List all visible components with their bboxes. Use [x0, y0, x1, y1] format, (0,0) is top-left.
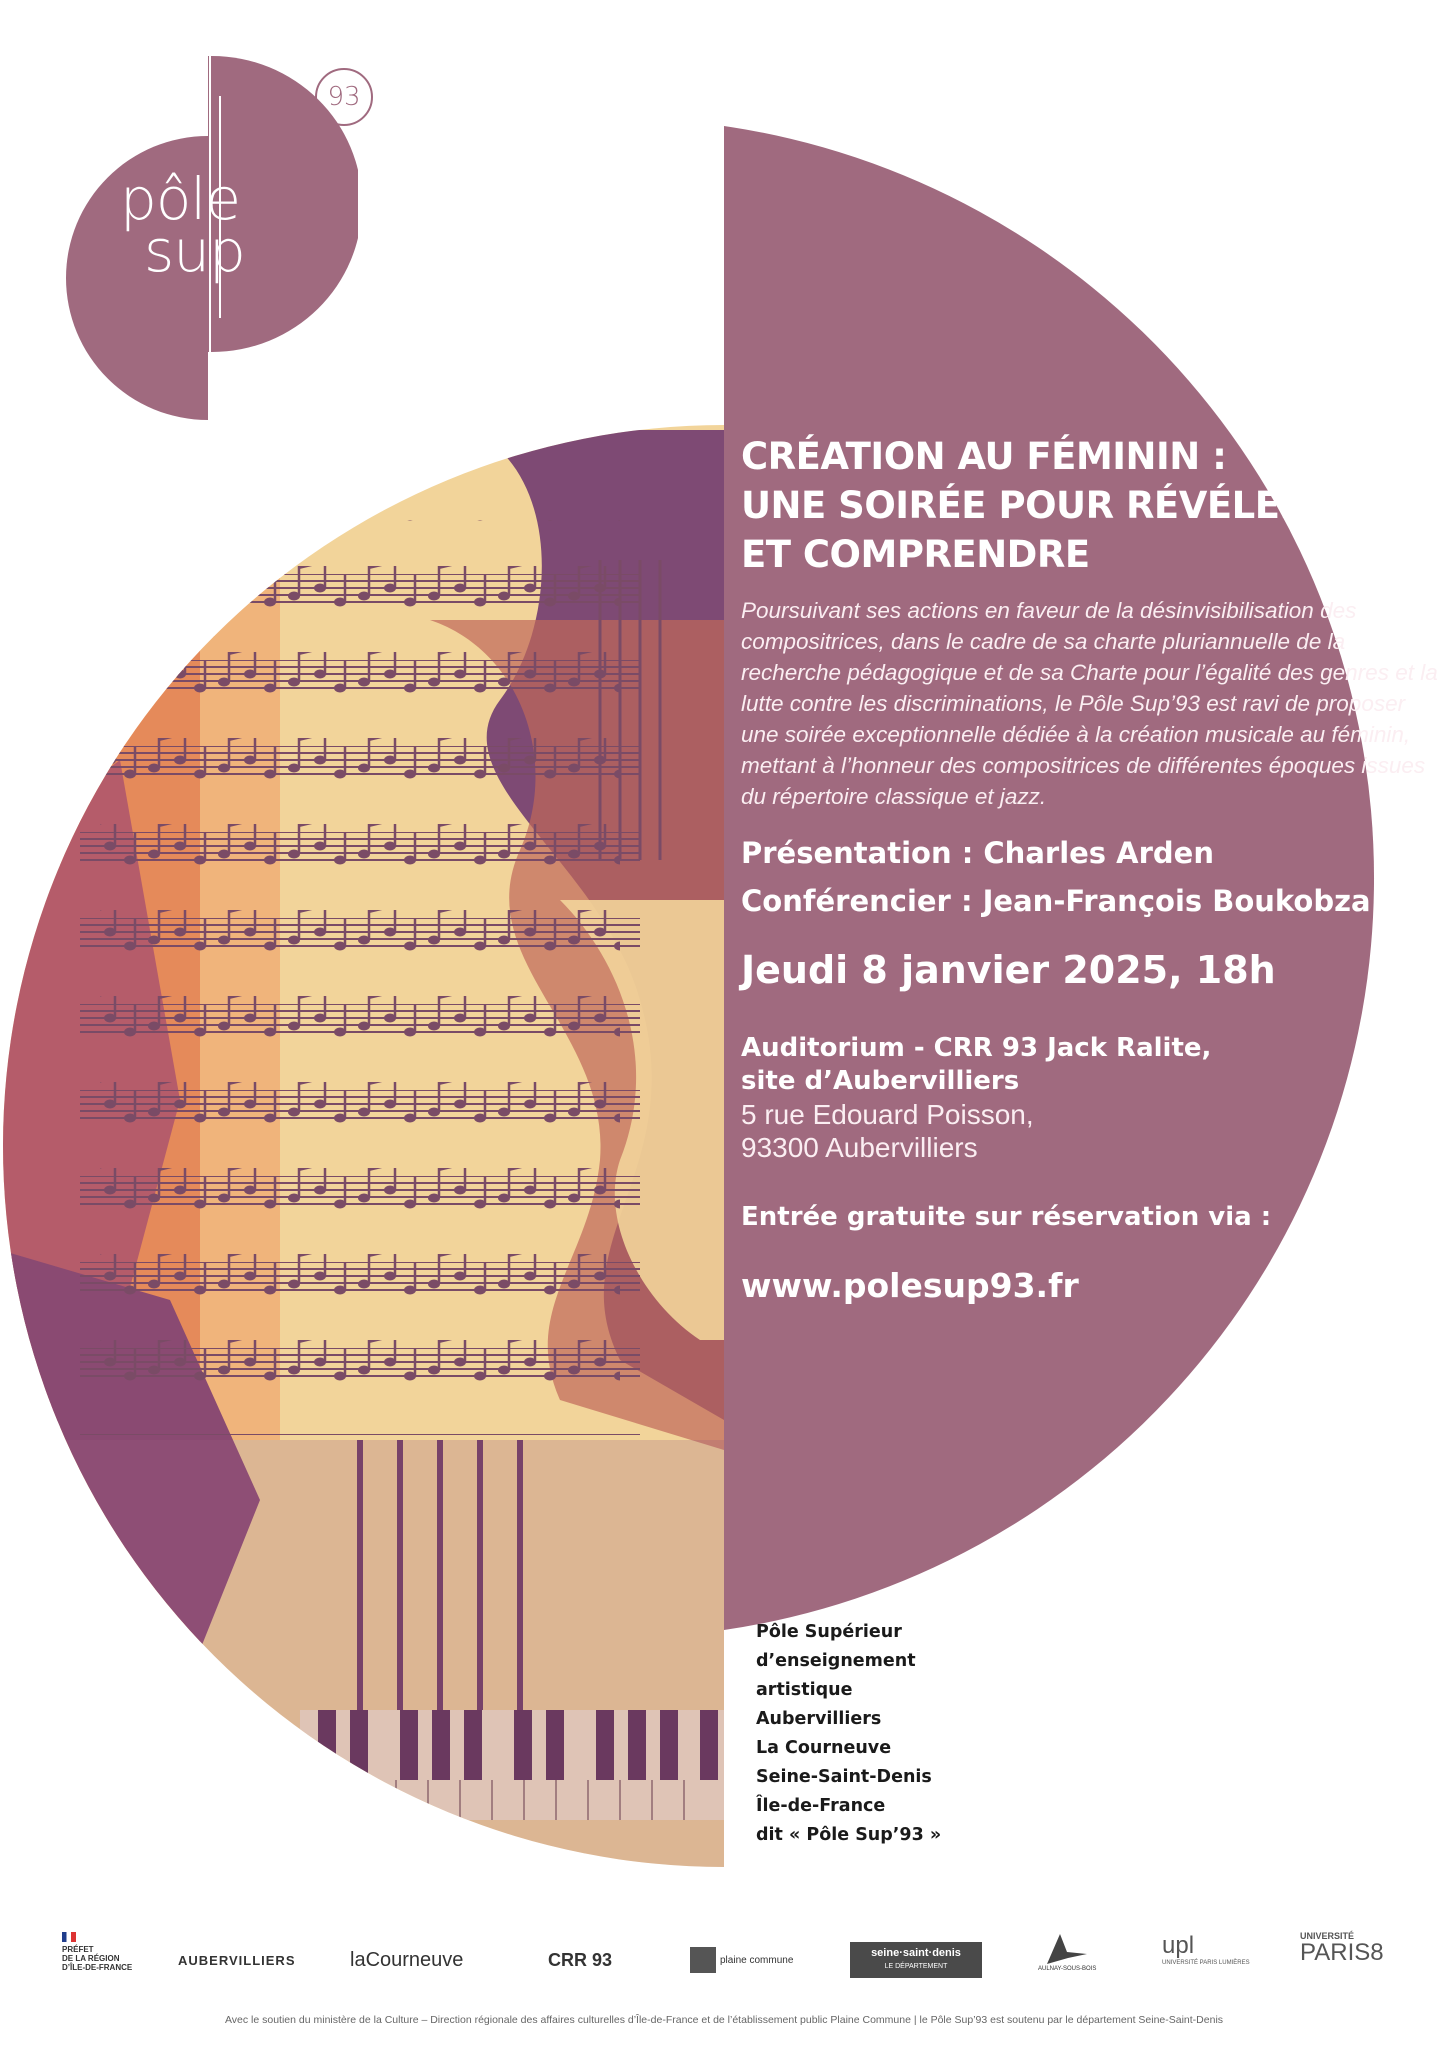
prefet-line-3: D’ÎLE-DE-FRANCE — [62, 1963, 133, 1972]
aulnay-logo — [1038, 1932, 1096, 1988]
address-line-2: 93300 Aubervilliers — [741, 1132, 978, 1163]
institution-block — [756, 1618, 1056, 1850]
institution-line: Aubervilliers — [756, 1709, 882, 1729]
institution-line: La Courneuve — [756, 1738, 892, 1758]
paris8-line-1: UNIVERSITÉ — [1300, 1931, 1355, 1941]
institution-line: Seine-Saint-Denis — [756, 1767, 932, 1787]
institution-line: Pôle Supérieur — [756, 1622, 902, 1642]
logo-pole-text: pôle — [120, 165, 241, 233]
seine-line-1: seine·saint·denis — [871, 1947, 961, 1959]
institution-line: Île-de-France — [756, 1796, 886, 1816]
aubervilliers-logo: AUBERVILLIERS — [178, 1952, 296, 1968]
title-line-3: ET COMPRENDRE — [741, 533, 1090, 576]
paris8-logo — [1300, 1932, 1384, 1988]
paris8-line-2: PARIS8 — [1300, 1939, 1384, 1966]
logo-93-badge: 93 — [315, 68, 373, 126]
upl-logo — [1162, 1932, 1250, 1988]
plaine-commune-text: plaine commune — [720, 1954, 794, 1966]
venue-name — [741, 1032, 1421, 1098]
courneuve-logo: laCourneuve — [350, 1948, 464, 1971]
plaine-commune-logo — [690, 1932, 793, 1988]
prefet-logo — [62, 1932, 132, 1988]
title-line-2: UNE SOIRÉE POUR RÉVÉLER — [741, 484, 1308, 527]
event-title — [741, 432, 1421, 579]
institution-line: dit « Pôle Sup’93 » — [756, 1825, 942, 1845]
reservation-link[interactable]: www.polesup93.fr — [741, 1266, 1079, 1305]
institution-line: d’enseignement — [756, 1651, 916, 1671]
aulnay-text: AULNAY-SOUS-BOIS — [1038, 1966, 1097, 1972]
seine-line-2: LE DÉPARTEMENT — [884, 1963, 948, 1970]
address-line-1: 5 rue Edouard Poisson, — [741, 1099, 1034, 1130]
institution-line: artistique — [756, 1680, 853, 1700]
prefet-line-1: PRÉFET — [62, 1945, 94, 1954]
venue-line-2: site d’Aubervilliers — [741, 1066, 1020, 1096]
title-line-1: CRÉATION AU FÉMININ : — [741, 435, 1227, 478]
venue-line-1: Auditorium - CRR 93 Jack Ralite, — [741, 1033, 1212, 1063]
entry-info: Entrée gratuite sur réservation via : — [741, 1202, 1272, 1232]
footer-note: Avec le soutien du ministère de la Culture – Direction régionale des affaires culturelles d’Île-de-France et de l’établissement public Plaine Commune | le Pôle Sup’93 est soutenu par le département Seine-Saint-Denis — [224, 2014, 1224, 2026]
upl-text: UNIVERSITÉ PARIS LUMIÈRES — [1162, 1960, 1250, 1966]
event-content — [741, 432, 1438, 1305]
prefet-line-2: DE LA RÉGION — [62, 1954, 120, 1963]
conferencier-line: Conférencier : Jean-François Boukobza — [741, 884, 1371, 918]
crr93-logo: CRR 93 — [548, 1949, 613, 1970]
venue-address — [741, 1098, 1421, 1164]
event-date: Jeudi 8 janvier 2025, 18h — [741, 948, 1276, 992]
event-description: Poursuivant ses actions en faveur de la désinvisibilisation des compositrices, dans le cadre de sa charte pluriannuelle de la recherche pédagogique et de sa Charte pour l’égalité des genres et la lutte contre les discriminations, le Pôle Sup’93 est ravi de proposer une soirée exceptionnelle dédiée à la création musicale au féminin, mettant à l’honneur des compositrices de différentes époques issues du répertoire classique et jazz. — [741, 598, 1438, 809]
presentation-line: Présentation : Charles Arden — [741, 836, 1214, 870]
upl-mark: upl — [1162, 1932, 1195, 1959]
partner-logos — [50, 1932, 1410, 1992]
logo-sup-text: sup — [144, 217, 245, 285]
seine-saint-denis-logo — [850, 1942, 982, 1978]
aulnay-emblem-icon — [1042, 1932, 1092, 1966]
